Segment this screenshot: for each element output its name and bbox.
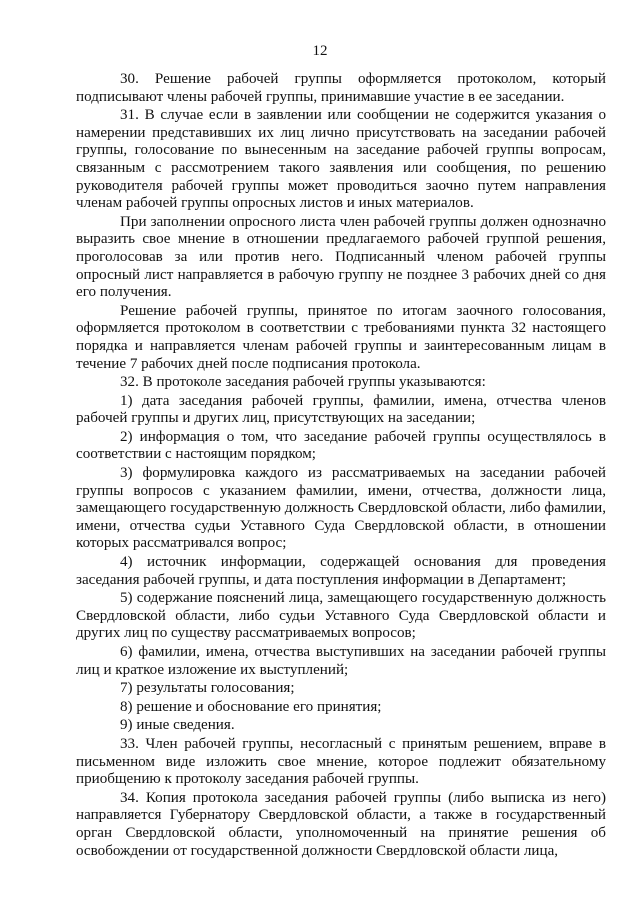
paragraph-30: 30. Решение рабочей группы оформляется протоколом, который подписывают члены рабочей группы, принимавшие участие в ее заседании. — [76, 71, 606, 105]
list-item-5: 5) содержание пояснений лица, замещающего государственную должность Свердловской области, либо судьи Уставного Суда Свердловской области и других лиц по существу рассматриваемых вопросов; — [76, 590, 606, 642]
list-item-2: 2) информация о том, что заседание рабочей группы осуществлялось в соответствии с настоящим порядком; — [76, 428, 606, 463]
paragraph-32: 32. В протоколе заседания рабочей группы указываются: — [120, 374, 486, 391]
list-item-6: 6) фамилии, имена, отчества выступивших на заседании рабочей группы лиц и краткое изложение их выступлений; — [76, 644, 606, 678]
list-item-3: 3) формулировка каждого из рассматриваемых на заседании рабочей группы вопросов с указанием фамилии, имени, отчества, должности лица, замещающего государственную должность Свердловской области, либо фамилии, имени, отчества судьи Уставного Суда Свердловской области, в отношении которых рассматривался вопрос; — [76, 465, 606, 552]
list-item-4: 4) источник информации, содержащей основания для проведения заседания рабочей группы, и дата поступления информации в Департамент; — [76, 554, 606, 588]
paragraph-absentee-decision: Решение рабочей группы, принятое по итогам заочного голосования, оформляется протоколом в соответствии с требованиями пункта 32 настоящего порядка и направляется членам рабочей группы и заинтересованным лицам в течение 7 рабочих дней после подписания протокола. — [76, 302, 606, 372]
paragraph-31: 31. В случае если в заявлении или сообщении не содержится указания о намерении представивших их лиц лично присутствовать на заседании рабочей группы, голосование по вынесенным на заседание рабочей группы вопросам, связанным с рассмотрением такого заявления или сообщения, по решению руководителя рабочей группы может проводиться заочно путем направления членам рабочей группы опросных листов и иных материалов. — [76, 107, 606, 212]
paragraph-34: 34. Копия протокола заседания рабочей группы (либо выписка из него) направляется Губернатору Свердловской области, а также в государственный орган Свердловской области, уполномоченный на принятие решения об освобождении от государственной должности Свердловской области лица, — [76, 789, 606, 859]
paragraph-questionnaire: При заполнении опросного листа член рабочей группы должен однозначно выразить свое мнение в отношении предлагаемого рабочей группой решения, проголосовав за или против него. Подписанный членом рабочей группы опросный лист направляется в рабочую группу не позднее 3 рабочих дней со дня его получения. — [76, 213, 606, 301]
page-number: 12 — [312, 43, 328, 59]
document-body — [76, 71, 606, 860]
list-item-9: 9) иные сведения. — [120, 717, 235, 734]
list-item-8: 8) решение и обоснование его принятия; — [120, 698, 382, 715]
paragraph-33: 33. Член рабочей группы, несогласный с принятым решением, вправе в письменном виде изложить свое мнение, которое подлежит обязательному приобщению к протоколу заседания рабочей группы. — [76, 735, 606, 788]
list-item-1: 1) дата заседания рабочей группы, фамилии, имена, отчества членов рабочей группы и других лиц, присутствующих на заседании; — [76, 392, 606, 427]
list-item-7: 7) результаты голосования; — [120, 680, 295, 697]
